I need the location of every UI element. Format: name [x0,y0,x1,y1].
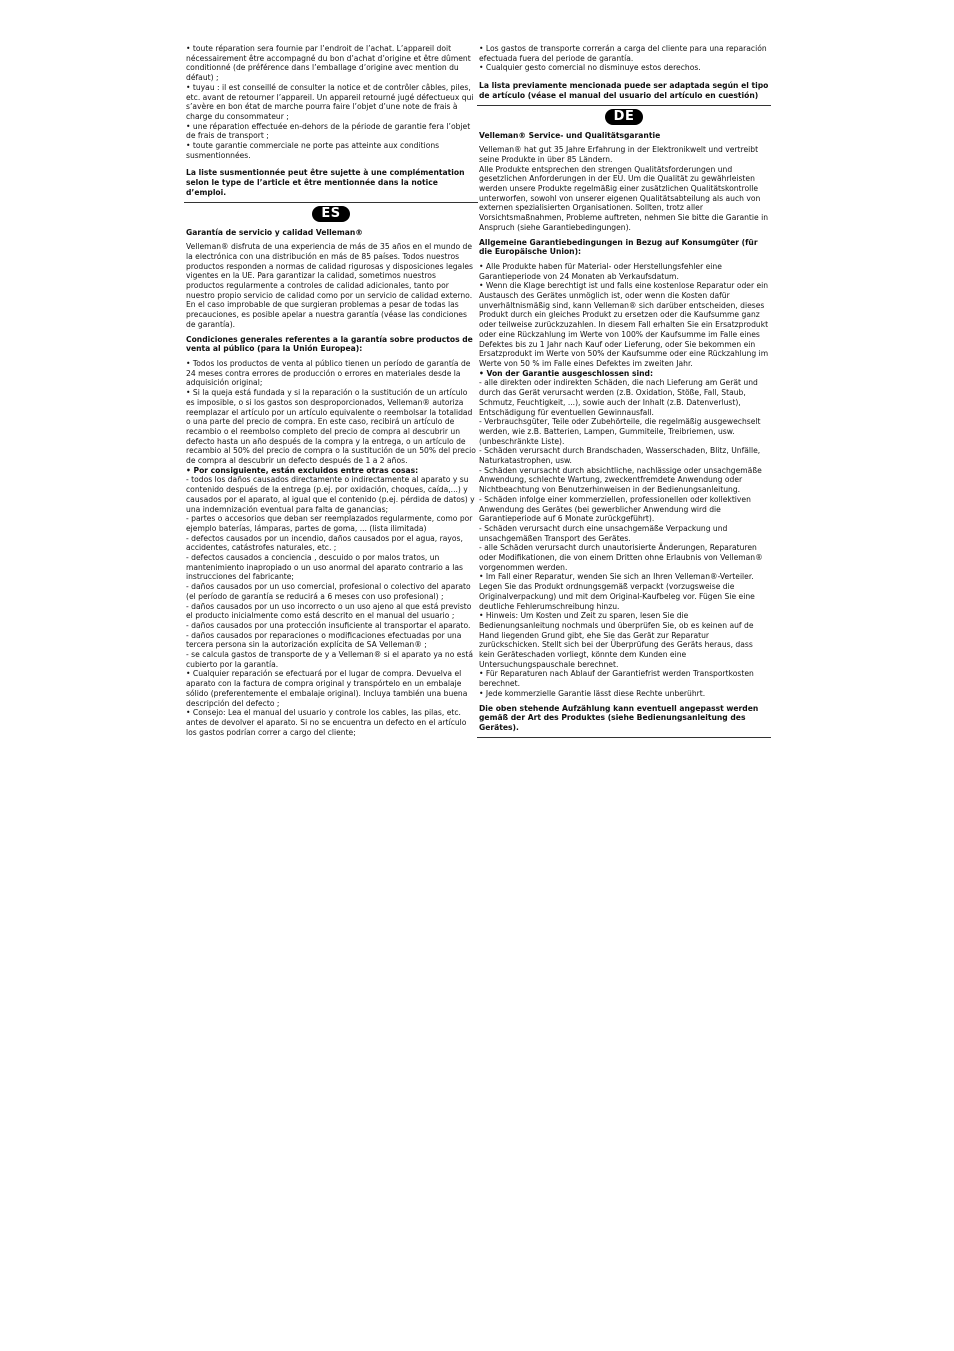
fr-note: La liste susmentionnée peut être sujette à une complémentation selon le type de l’article et être mentionnée dans la notice d’emploi. [186,168,465,197]
de-list-item: • Alle Produkte haben für Material- oder Herstellungsfehler eine Garantieperiode von 24 Monaten ab Verkaufsdatum. [479,261,722,281]
es-list-item: - daños causados por una protección insuficiente al transportar el aparato. [186,620,471,630]
es-excluded-heading: • Por consiguiente, están excluidos entre otras cosas: [186,465,419,475]
es-list-item: • Todos los productos de venta al público tienen un período de garantía de 24 meses contra errores de producción o errores en materiales desde la adquisición original; [186,358,471,388]
section-divider [477,105,771,106]
de-note: Die oben stehende Aufzählung kann eventuell angepasst werden gemäß der Art des Produktes (siehe Bedienungsanleitung des Gerätes). [479,703,759,732]
es-list-item: - daños causados por un uso incorrecto o un uso ajeno al que está previsto el producto inicialmente como está descrito en el manual del usuario ; [186,601,472,621]
de-intro: Velleman® hat gut 35 Jahre Erfahrung in der Elektronikwelt und vertreibt seine Produkte in über 85 Ländern. Alle Produkte entsprechen den strengen Qualitätsforderungen und gesetzlichen Anforderungen in der EU. Um die Qualität zu gewährleisten werden unsere Produkte regelmäßig einer zusätzlichen Qualitätskontrolle unterworfen, sowohl von unserer eigenen Qualitätsabteilung als auch von externen spezialisierten Organisationen. Sollten, trotz aller Vorsichtsmaßnahmen, Probleme auftreten, nehmen Sie bitte die Garantie in Anspruch (siehe Garantiebedingungen). [479,145,769,232]
es-flag-badge [186,206,476,222]
es-list-item: - partes o accesorios que deban ser reemplazados regularmente, como por ejemplo baterías, lámparas, partes de goma, ... (lista ilimitada) [186,514,473,533]
es-list-item: • Si la queja está fundada y si la reparación o la sustitución de un artículo es imposible, o si los gastos son desproporcionados, Velleman® autoriza reemplazar el artículo por un artículo equivalente o reembolsar la totalidad o una parte del precio de compra. En este caso, recibirá un artículo de recambio o el reembolso completo del precio de compra al descubrir un defecto hasta un año después de la compra y la entrega, o un artículo de recambio al 50% del precio de compra o la sustitución de un 50% del precio de compra al descubrir un defecto después de 1 a 2 años. [186,388,476,466]
es-list-item: • Cualquier gesto comercial no disminuye estos derechos. [479,63,701,73]
es-list-item: - defectos causados a conciencia , descuido o por malos tratos, un mantenimiento inapropiado o un uso anormal del aparato contrario a las instrucciones del fabricante; [186,553,463,582]
es-list-item: • Cualquier reparación se efectuará por el lugar de compra. Devuelva el aparato con la factura de compra original y transpórtelo en un embalaje sólido (preferentemente el embalaje original). Incluya también una buena descripción del defecto ; [186,669,468,708]
fr-list-item: • toute réparation sera fournie par l’endroit de l’achat. L’appareil doit nécessairement être accompagné du bon d’achat d’origine et être dûment conditionné (de préférence dans l’emballage d’origine avec mention du défaut) ; [186,44,471,83]
fr-item-list [186,44,476,160]
es-list-item: - daños causados por reparaciones o modificaciones efectuadas por una tercera persona sin la autorización explícita de SA Velleman® ; [186,630,462,650]
de-list-item: - Schäden infolge einer kommerziellen, professionellen oder kollektiven Anwendung des Gerätes (bei gewerblicher Anwendung wird die Garantieperiode auf 6 Monate zurückgeführt). [479,494,751,524]
es-list-item: - todos los daños causados directamente o indirectamente al aparato y su contenido después de la entrega (p.ej. por oxidación, choques, caída,...) y causados por el aparato, al igual que el contenido (p.ej. pérdida de datos) y una indemnización eventual para falta de ganancias; [186,475,475,514]
de-flag-badge [479,109,769,125]
de-flag-label: DE [605,109,644,125]
de-list-item: - Schäden verursacht durch eine unsachgemäße Verpackung und unsachgemäßen Transport des Gerätes. [479,523,728,543]
de-list-item: - alle direkten oder indirekten Schäden, die nach Lieferung am Gerät und durch das Gerät verursacht werden (z.B. Oxidation, Stöße, Fall, Staub, Schmutz, Feuchtigkeit, ...), sowie auch der Inhalt (z.B. Datenverlust), Entschädigung für eventuellen Gewinnausfall. [479,378,758,417]
es-section-title: Garantía de servicio y calidad Velleman® [186,227,363,237]
de-excluded-heading: • Von der Garantie ausgeschlossen sind: [479,368,653,378]
fr-list-item: • tuyau : il est conseillé de consulter la notice et de contrôler câbles, piles, etc. avant de retourner l’appareil. Un appareil retourné jugé défectueux qui s’avère en bon état de marche pourra faire l’objet d’une note de frais à charge du consommateur ; [186,82,474,121]
de-list-item: - Verbrauchsgüter, Teile oder Zubehörteile, die regelmäßig ausgewechselt werden, wie z.B. Batterien, Lampen, Gummiteile, Treibriemen, usw. (unbeschränkte Liste). [479,417,761,446]
de-list-item: • Im Fall einer Reparatur, wenden Sie sich an Ihren Velleman®-Verteiler. Legen Sie das Produkt ordnungsgemäß verpackt (vorzugsweise die Originalverpackung) und mit dem Original-Kaufbeleg vor. Fügen Sie eine deutliche Fehlerumschreibung hinzu. [479,572,755,611]
es-intro: Velleman® disfruta de una experiencia de más de 35 años en el mundo de la electrónica con una distribución en más de 85 países. Todos nuestros productos responden a normas de calidad rigurosas y disposiciones legales vigentes en la UE. Para garantizar la calidad, sometimos nuestros productos regularmente a controles de calidad adicionales, tanto por nuestro propio servicio de calidad como por un servicio de calidad externo. En el caso improbable de que surgieran problemas a pesar de todas las precauciones, es posible apelar a nuestra garantía (véase las condiciones de garantía). [186,242,473,329]
es-list-item: - se calcula gastos de transporte de y a Velleman® si el aparato ya no está cubierto por la garantía. [186,650,474,669]
fr-list-item: • une réparation effectuée en-dehors de la période de garantie fera l’objet de frais de transport ; [186,121,471,141]
es-list-item: • Consejo: Lea el manual del usuario y controle los cables, las pilas, etc. antes de devolver el aparato. Si no se encuentra un defecto en el artículo los gastos podrían correr a cargo del cliente; [186,708,467,737]
left-column [186,44,476,737]
de-list-item: - alle Schäden verursacht durch unautorisierte Änderungen, Reparaturen oder Modifikationen, die von einem Dritten ohne Erlaubnis von Velleman® vorgenommen werden. [479,543,763,572]
es-flag-label: ES [312,206,349,222]
es-note: La lista previamente mencionada puede ser adaptada según el tipo de artículo (véase el manual del usuario del artículo en cuestión) [479,81,769,100]
de-list-item: • Für Reparaturen nach Ablauf der Garantiefrist werden Transportkosten berechnet. [479,669,754,689]
de-list-item: - Schäden verursacht durch absichtliche, nachlässige oder unsachgemäße Anwendung, schlechte Wartung, zweckentfremdete Anwendung oder Nichtbeachtung von Benutzerhinweisen in der Bedienungsanleitung. [479,465,762,495]
section-divider [477,737,771,738]
de-list-item: • Hinweis: Um Kosten und Zeit zu sparen, lesen Sie die Bedienungsanleitung nochmals und überprüfen Sie, ob es keinen auf de Hand liegenden Grund gibt, ehe Sie das Gerät zur Reparatur zurückschicken. Stellt sich bei der Überprüfung des Geräts heraus, dass kein Geräteschaden vorliegt, könnte dem Kunden eine Untersuchungspauschale berechnet. [479,611,754,669]
de-list-item: • Jede kommerzielle Garantie lässt diese Rechte unberührt. [479,688,706,698]
de-list-item: - Schäden verursacht durch Brandschaden, Wasserschaden, Blitz, Unfälle, Naturkatastrophen, usw. [479,446,761,466]
fr-list-item: • toute garantie commerciale ne porte pas atteinte aux conditions susmentionnées. [186,141,440,160]
es-list-item: • Los gastos de transporte correrán a carga del cliente para una reparación efectuada fuera del periode de garantía. [479,44,767,63]
de-conditions-heading: Allgemeine Garantiebedingungen in Bezug auf Konsumgüter (für die Europäische Union): [479,237,758,257]
es-list-item: - defectos causados por un incendio, daños causados por el agua, rayos, accidentes, catástrofes naturales, etc. ; [186,533,463,553]
de-list-item: • Wenn die Klage berechtigt ist und falls eine kostenlose Reparatur oder ein Austausch des Gerätes unmöglich ist, oder wenn die Kosten dafür unverhältnismäßig sind, kann Velleman® sich darüber entscheiden, dieses Produkt durch ein gleiches Produkt zu ersetzen oder die Kaufsumme ganz oder teilweise zurückzuzahlen. In diesem Fall erhalten Sie ein Ersatzprodukt oder eine Rückzahlung im Werte von 100% der Kaufsumme im Falle eines Defektes bis zu 1 Jahr nach Kauf oder Lieferung, oder Sie bekommen ein Ersatzprodukt im Werte von 50% der Kaufsumme oder eine Rückzahlung im Werte von 50 % im Falle eines Defektes im zweiten Jahr. [479,281,769,368]
es-list-item: - daños causados por un uso comercial, profesional o colectivo del aparato (el período de garantía se reducirá a 6 meses con uso profesional) ; [186,582,471,601]
right-column [479,44,769,738]
de-section-title: Velleman® Service- und Qualitätsgarantie [479,130,661,140]
section-divider [184,202,478,203]
es-conditions-heading: Condiciones generales referentes a la garantía sobre productos de venta al público (para la Unión Europea): [186,334,473,354]
